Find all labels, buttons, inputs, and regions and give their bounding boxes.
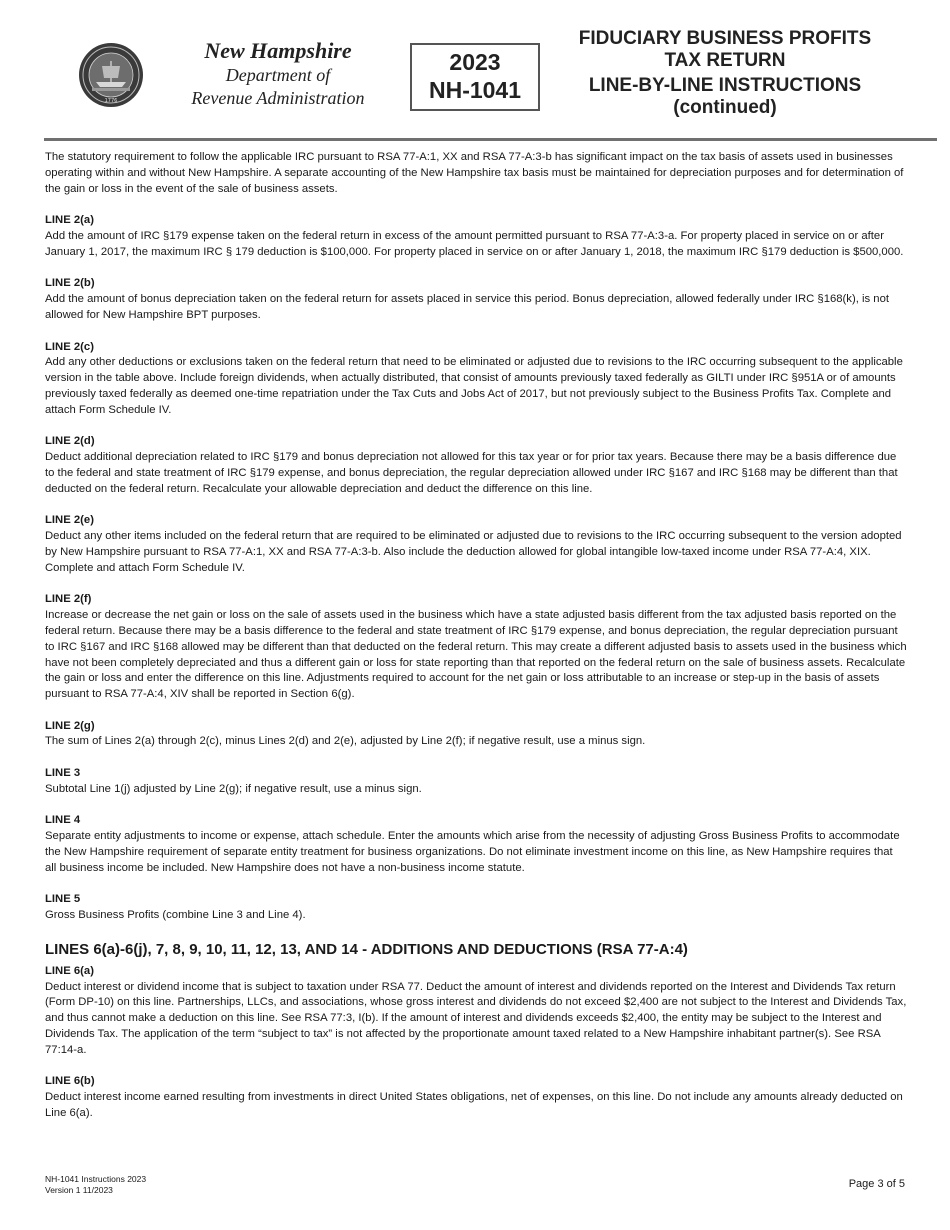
line-2e-block <box>45 513 907 576</box>
page-title <box>560 28 890 119</box>
line-text: Separate entity adjustments to income or expense, attach schedule. Enter the amounts which arise from the necessity of adjusting Gross Business Profits to accommodate the New Hampshire requirement of separate entity treatment for business organizations. Do not eliminate investment income on this line, as New Hampshire requires that all business income be included. New Hampshire does not have a non-business income statute. <box>45 830 900 874</box>
line-6b-block <box>45 1074 907 1121</box>
line-text: Add the amount of IRC §179 expense taken on the federal return in excess of the amount permitted pursuant to RSA 77-A:3-a. For property placed in service on or after January 1, 2017, the maximum IRC § 179 deduction is $100,000. For property placed in service on or after January 1, 2018, the maximum IRC §179 deduction is $500,000. <box>45 229 904 258</box>
line-label: LINE 2(f) <box>45 593 92 606</box>
form-year: 2023 <box>449 49 501 75</box>
line-label: LINE 2(e) <box>45 514 94 527</box>
line-text: Deduct interest or dividend income that is subject to taxation under RSA 77. Deduct the amount of interest and dividends reported on the Interest and Dividends Tax return (Form DP-10) on this line. Partnerships, LLCs, and associations, whose gross interest and dividends do not exceed $2,400 are not subject to the Interest and Dividends Tax, and thus cannot make a deduction on this line. See RSA 77:3, I(b). If the amount of interest and dividends exceeds $2,400, the entity may be subject to the Interest and Dividends Tax. The application of the term “subject to tax” is not affected by the proportionate amount taxed related to a New Hampshire inhabitant partner(s). See RSA 77:14-a. <box>45 980 907 1056</box>
section-heading: LINES 6(a)-6(j), 7, 8, 9, 10, 11, 12, 13, AND 14 - ADDITIONS AND DEDUCTIONS (RSA 77-A:4) <box>45 940 688 958</box>
line-3-block <box>45 766 907 798</box>
line-2a-block <box>45 213 907 260</box>
footer-instructions: NH-1041 Instructions 2023 <box>45 1174 147 1184</box>
line-label: LINE 2(c) <box>45 340 94 353</box>
line-label: LINE 5 <box>45 893 81 906</box>
line-label: LINE 6(a) <box>45 964 94 977</box>
line-label: LINE 2(a) <box>45 214 94 227</box>
line-label: LINE 2(b) <box>45 277 95 290</box>
form-number: NH-1041 <box>428 77 522 103</box>
instructions-body <box>45 150 907 1138</box>
footer-version: Version 1 11/2023 <box>45 1185 113 1195</box>
agency-dept-line2: Revenue Administration <box>191 88 365 108</box>
intro-paragraph: The statutory requirement to follow the applicable IRC pursuant to RSA 77-A:1, XX and RSA 77-A:3-b has significant impact on the tax basis of assets used in businesses operating within and without New Hampshire. A separate accounting of the New Hampshire tax basis must be maintained for depreciation purposes and for determination of the gain or loss in the event of the sale of business assets. <box>45 151 904 195</box>
page-number: Page 3 of 5 <box>848 1178 905 1190</box>
title-line2: TAX RETURN <box>664 50 786 71</box>
line-text: Gross Business Profits (combine Line 3 and Line 4). <box>45 909 306 922</box>
line-text: Increase or decrease the net gain or loss on the sale of assets used in the business which have a state adjusted basis different from the tax adjusted basis reported on the federal return. Because there may be a basis difference to the federal and state treatment of IRC §179 expense, and bonus depreciation, the regular depreciation pursuant to IRC §167 and IRC §168 allowed may be different than that deducted on the federal return. This may create a different adjusted basis to assets used in the business which have not been completely depreciated and thus a different gain or loss for state reporting than that reported on the federal return on the sale of business assets. Recalculate the gain or loss and enter the difference on this line. Adjustments required to account for the net gain or loss attributable to an increase or step-up in the basis of assets pursuant to RSA 77-A:4, XIV shall be reported in Section 6(g). <box>45 609 907 701</box>
line-text: Deduct interest income earned resulting from investments in direct United States obligations, net of expenses, on this line. Do not include any amounts already deducted on Line 6(a). <box>45 1091 903 1120</box>
state-seal-logo <box>78 42 144 108</box>
line-label: LINE 2(d) <box>45 435 95 448</box>
line-label: LINE 6(b) <box>45 1075 95 1088</box>
header-divider <box>44 138 937 141</box>
line-2f-block <box>45 592 907 703</box>
line-2d-block <box>45 434 907 497</box>
line-2b-block <box>45 276 907 323</box>
line-label: LINE 4 <box>45 814 81 827</box>
title-line3: LINE-BY-LINE INSTRUCTIONS <box>588 75 862 96</box>
page-header <box>0 0 950 142</box>
line-text: Deduct any other items included on the federal return that are required to be eliminated or adjusted due to revisions to the IRC occurring subsequent to the version adopted by New Hampshire pursuant to RSA 77-A:1, XX and RSA 77-A:3-b. Also include the deduction allowed for global intangible low-taxed income under RSA 77-A:4, XIX. Complete and attach Form Schedule IV. <box>45 530 902 574</box>
agency-name: New Hampshire <box>204 38 352 63</box>
agency-block <box>158 38 398 110</box>
line-2g-block <box>45 719 907 751</box>
title-line4: (continued) <box>673 97 777 118</box>
agency-dept-line1: Department of <box>225 65 331 85</box>
title-line1: FIDUCIARY BUSINESS PROFITS <box>578 28 872 49</box>
line-text: Add any other deductions or exclusions taken on the federal return that need to be eliminated or adjusted due to revisions to the IRC occurring subsequent to the applicable version in the table above. Include foreign dividends, when actually distributed, that consist of amounts previously taxed federally as GILTI under IRC §951A or of amounts previously taxed federally as deemed one-time repatriation under the Tax Cuts and Jobs Act of 2017, but not previously subject to the Business Profits Tax. Complete and attach Form Schedule IV. <box>45 356 903 416</box>
line-label: LINE 2(g) <box>45 719 95 732</box>
line-text: Subtotal Line 1(j) adjusted by Line 2(g); if negative result, use a minus sign. <box>45 782 422 795</box>
line-text: The sum of Lines 2(a) through 2(c), minus Lines 2(d) and 2(e), adjusted by Line 2(f); if negative result, use a minus sign. <box>45 735 646 748</box>
line-label: LINE 3 <box>45 767 81 780</box>
line-text: Add the amount of bonus depreciation taken on the federal return for assets placed in service this period. Bonus depreciation, allowed federally under IRC §168(k), is not allowed for New Hampshire BPT purposes. <box>45 293 889 321</box>
line-2c-block <box>45 340 907 419</box>
form-id-box <box>410 43 540 111</box>
line-4-block <box>45 813 907 876</box>
footer-form-info <box>45 1174 146 1196</box>
line-5-block <box>45 892 907 924</box>
seal-year: 1776 <box>104 98 118 104</box>
line-text: Deduct additional depreciation related to IRC §179 and bonus depreciation not allowed for this tax year or for prior tax years. Because there may be a basis difference due to the federal and state treatment of IRC §179 expense, and bonus depreciation, the regular depreciation allowed under IRC §167 and IRC §168 may be different than that deducted on the federal return. Recalculate your allowable depreciation and deduct the difference on this line. <box>45 451 898 495</box>
line-6a-block <box>45 964 907 1059</box>
intro-block <box>45 150 907 197</box>
